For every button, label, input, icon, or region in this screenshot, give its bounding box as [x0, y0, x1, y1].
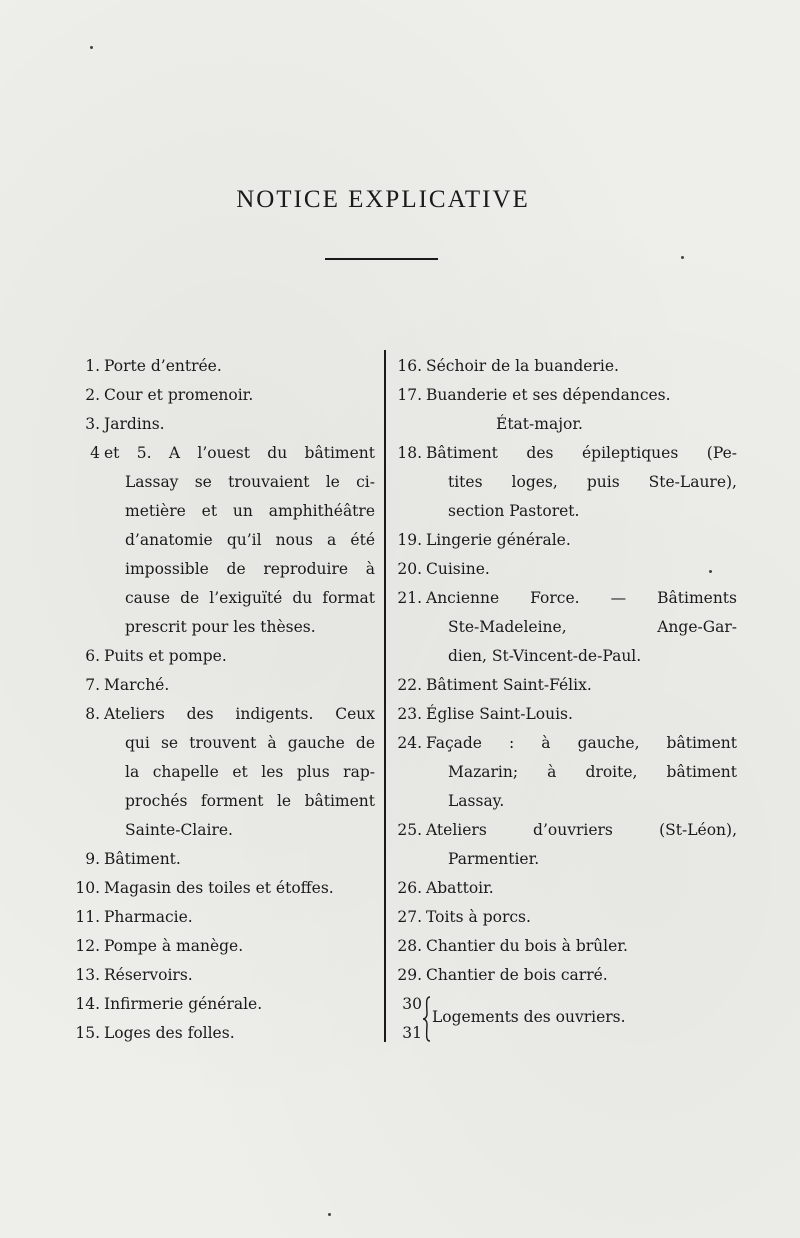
entry-text: Toits à porcs.	[426, 908, 531, 926]
entry-number: 21.	[397, 589, 422, 607]
list-item	[70, 642, 375, 671]
entry-text: Lingerie générale.	[426, 531, 571, 549]
entry-text: et 5. A l’ouest du bâtiment	[104, 444, 375, 462]
entry-number: 20.	[397, 560, 422, 578]
list-item	[70, 932, 375, 961]
entry-text: Ste-Madeleine, Ange-Gar-	[448, 618, 737, 636]
entry-number: 18.	[397, 444, 422, 462]
entry-text: Bâtiment.	[104, 850, 181, 868]
list-item	[70, 845, 375, 874]
entry-number: 25.	[397, 821, 422, 839]
entry-text: Pompe à manège.	[104, 937, 244, 955]
entry-text: Église Saint-Louis.	[426, 705, 573, 723]
entry-number: 19.	[397, 531, 422, 549]
entry-number: 16.	[397, 357, 422, 375]
title-rule	[325, 258, 438, 260]
entry-text: Lassay.	[448, 792, 505, 810]
list-item	[392, 903, 737, 932]
entry-text: d’anatomie qu’il nous a été	[125, 531, 375, 549]
entry-text: Lassay se trouvaient le ci-	[125, 473, 375, 491]
entry-text: Abattoir.	[426, 879, 494, 897]
entry-number: 10.	[75, 879, 100, 897]
entry-text: impossible de reproduire à	[125, 560, 375, 578]
entry-text: Ateliers des indigents. Ceux	[104, 705, 375, 723]
entry-text: Logements des ouvriers.	[432, 1008, 626, 1026]
entry-text: Jardins.	[104, 415, 165, 433]
entry-text: Bâtiment des épileptiques (Pe-	[426, 444, 737, 462]
list-item	[70, 381, 375, 410]
entry-number: 15.	[75, 1024, 100, 1042]
list-item	[70, 1019, 375, 1048]
list-item	[392, 439, 737, 526]
list-item	[392, 352, 737, 381]
list-item	[392, 729, 737, 816]
entry-text: Sainte-Claire.	[125, 821, 233, 839]
entry-number: 8.	[85, 705, 100, 723]
entry-text: Parmentier.	[448, 850, 540, 868]
list-item	[392, 526, 737, 555]
speck	[709, 570, 712, 573]
entry-text: Pharmacie.	[104, 908, 193, 926]
page-title: NOTICE EXPLICATIVE	[236, 186, 530, 213]
entry-number: 1.	[85, 357, 100, 375]
entry-text: prescrit pour les thèses.	[125, 618, 316, 636]
entry-text: la chapelle et les plus rap-	[125, 763, 375, 781]
brace-icon	[422, 996, 432, 1042]
entry-number: 24.	[397, 734, 422, 752]
right-column	[392, 352, 737, 1048]
list-item	[392, 700, 737, 729]
list-item	[70, 700, 375, 845]
entry-number: 2.	[85, 386, 100, 404]
entry-text: Chantier du bois à brûler.	[426, 937, 628, 955]
brace-entry	[392, 990, 737, 1048]
entry-text: Bâtiment Saint-Félix.	[426, 676, 592, 694]
list-item	[70, 961, 375, 990]
entry-text: Chantier de bois carré.	[426, 966, 608, 984]
entry-text: Buanderie et ses dépendances.	[426, 386, 671, 404]
speck	[328, 1213, 331, 1216]
entry-text: Puits et pompe.	[104, 647, 227, 665]
entry-text: Réservoirs.	[104, 966, 193, 984]
entry-number: 7.	[85, 676, 100, 694]
list-item	[70, 439, 375, 642]
entry-number: 28.	[397, 937, 422, 955]
entry-text: dien, St-Vincent-de-Paul.	[448, 647, 642, 665]
list-item	[392, 381, 737, 439]
list-item	[392, 671, 737, 700]
entry-number: 17.	[397, 386, 422, 404]
entry-text: Cuisine.	[426, 560, 490, 578]
list-item	[70, 671, 375, 700]
entry-text: Mazarin; à droite, bâtiment	[448, 763, 737, 781]
entry-number: 27.	[397, 908, 422, 926]
entry-number: 12.	[75, 937, 100, 955]
entry-text: Infirmerie générale.	[104, 995, 263, 1013]
speck	[681, 256, 684, 259]
list-item	[392, 584, 737, 671]
entry-text: metière et un amphithéâtre	[125, 502, 375, 520]
entry-number: 30	[402, 995, 422, 1013]
right-list	[392, 352, 737, 990]
list-item	[392, 555, 737, 584]
entry-text: qui se trouvent à gauche de	[125, 734, 375, 752]
entry-number: 4	[90, 444, 100, 462]
entry-number: 31	[402, 1024, 422, 1042]
left-column	[70, 352, 375, 1048]
entry-number: 3.	[85, 415, 100, 433]
entry-number: 11.	[75, 908, 100, 926]
list-item	[392, 932, 737, 961]
entry-text: Porte d’entrée.	[104, 357, 222, 375]
list-item	[392, 816, 737, 874]
entry-number: 6.	[85, 647, 100, 665]
entry-number: 22.	[397, 676, 422, 694]
entry-text: Ancienne Force. — Bâtiments	[426, 589, 737, 607]
entry-text: tites loges, puis Ste-Laure),	[448, 473, 737, 491]
entry-number: 14.	[75, 995, 100, 1013]
entry-text: prochés forment le bâtiment	[125, 792, 375, 810]
list-item	[70, 352, 375, 381]
list-item	[70, 874, 375, 903]
entry-text: Façade : à gauche, bâtiment	[426, 734, 737, 752]
entry-number: 9.	[85, 850, 100, 868]
column-divider	[384, 350, 386, 1042]
entry-text: Loges des folles.	[104, 1024, 235, 1042]
entry-text: Ateliers d’ouvriers (St-Léon),	[426, 821, 737, 839]
entry-text: Marché.	[104, 676, 170, 694]
entry-text: Cour et promenoir.	[104, 386, 254, 404]
entry-text: État-major.	[496, 415, 583, 433]
entry-text: cause de l’exiguïté du format	[125, 589, 375, 607]
entry-text: Magasin des toiles et étoffes.	[104, 879, 334, 897]
entry-text: section Pastoret.	[448, 502, 580, 520]
entry-number: 26.	[397, 879, 422, 897]
list-item	[70, 990, 375, 1019]
list-item	[392, 961, 737, 990]
list-item	[70, 903, 375, 932]
entry-number: 29.	[397, 966, 422, 984]
speck	[90, 46, 93, 49]
entry-number: 13.	[75, 966, 100, 984]
entry-number: 23.	[397, 705, 422, 723]
entry-text: Séchoir de la buanderie.	[426, 357, 619, 375]
list-item	[70, 410, 375, 439]
list-item	[392, 874, 737, 903]
